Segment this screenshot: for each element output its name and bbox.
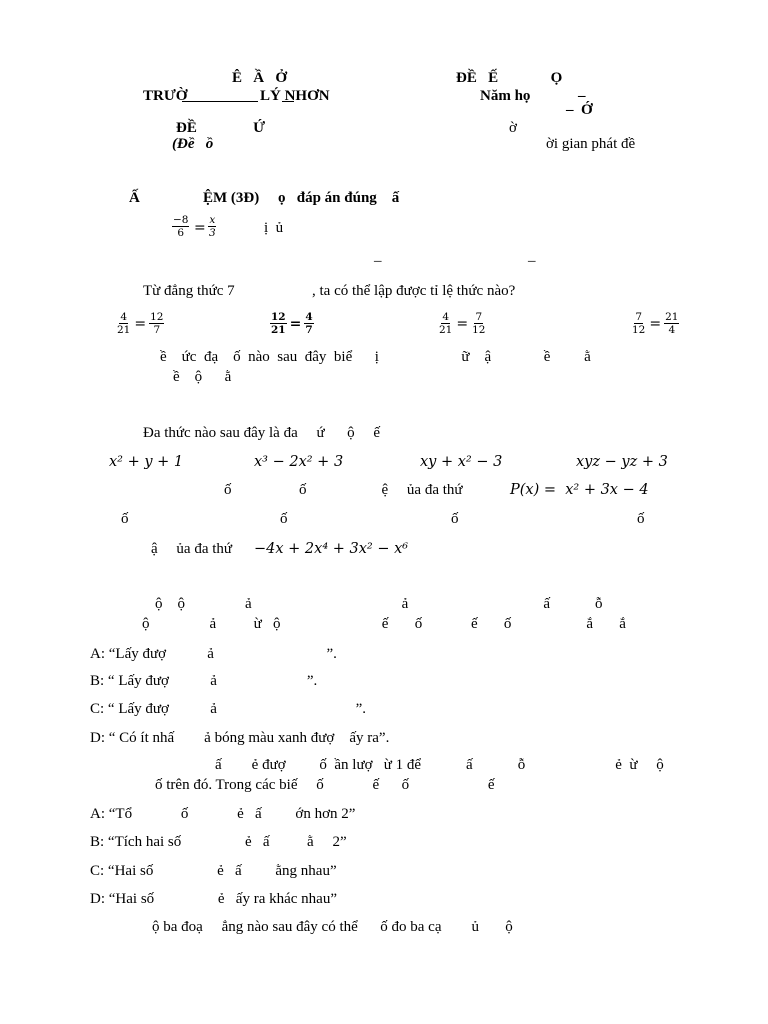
equals-sign: = — [289, 315, 302, 332]
fraction-denominator: 7 — [153, 324, 161, 336]
q5-option-c: ố — [451, 511, 459, 527]
q1-text: ị ủ — [264, 220, 284, 236]
fraction-denominator: 4 — [668, 324, 676, 336]
equals-sign: = — [456, 315, 469, 332]
q2-option-a-right-fraction — [149, 311, 164, 336]
fraction-denominator: 12 — [632, 324, 646, 336]
header-school-name-a: TRƯỜ — [143, 88, 188, 104]
header-exam-title: ĐỀ Ế Ọ — [456, 70, 563, 86]
q1-fraction-left — [172, 214, 189, 239]
fraction-denominator: 21 — [117, 324, 131, 336]
q2-option-c-left-fraction — [438, 311, 453, 336]
q1-dash-1: – — [374, 253, 382, 269]
q3-line2: ề ộ ằ — [173, 369, 232, 385]
header-school-underline-2 — [282, 101, 294, 102]
q6-text: ậ ủa đa thứ — [151, 541, 233, 557]
header-dash: – — [578, 88, 586, 104]
q5-option-d: ố — [637, 511, 645, 527]
q5-option-a: ố — [121, 511, 129, 527]
q4-option-d: xyz − yz + 3 — [576, 454, 668, 470]
q4-text: Đa thức nào sau đây là đa ứ ộ ế — [143, 425, 381, 441]
q2-option-b-left-fraction — [270, 311, 287, 336]
q7-option-b: B: “ Lấy đượ ả ”. — [90, 673, 318, 689]
header-official-exam: ĐỀ Ứ — [176, 120, 266, 136]
q2-option-c-right-fraction — [471, 311, 486, 336]
q2-option-c — [438, 311, 486, 336]
header-subject: – Ớ — [566, 102, 593, 118]
q2-text-a: Từ đẳng thức 7 — [143, 283, 235, 299]
q1-dash-2: – — [528, 253, 536, 269]
q7-option-d: D: “ Có ít nhấ ả bóng màu xanh đượ ấy ra”. — [90, 730, 390, 746]
q5-text: ố ố ệ ủa đa thứ — [224, 482, 463, 498]
q8-option-a: A: “Tổ ố ẻ ấ ớn hơn 2” — [90, 806, 356, 822]
fraction-numerator: 7 — [475, 311, 483, 323]
q2-option-a — [116, 311, 164, 336]
q7-option-a: A: “Lấy đượ ả ”. — [90, 646, 337, 662]
q1-frac2-den: 3 — [209, 227, 216, 239]
equals-sign: = — [649, 315, 662, 332]
header-school-year: Năm họ — [480, 88, 531, 104]
section-title-b: ỆM (3Đ) ọ đáp án đúng ấ — [203, 190, 400, 206]
fraction-denominator: 12 — [472, 324, 486, 336]
section-title-a: Ấ — [129, 190, 140, 206]
q2-option-d — [631, 311, 679, 336]
q7-line1: ộ ộ ả ả ấ ỗ — [155, 596, 603, 612]
fraction-numerator: 12 — [150, 311, 164, 323]
q8-line1: ấ ẻ đượ ố ần lượ ừ 1 để ấ ỗ ẻ ừ ộ — [215, 757, 664, 773]
q4-option-a: x² + y + 1 — [109, 454, 184, 470]
q3-line1: ề ức đạ ố nào sau đây biể ị ữ ậ ề ằ — [160, 349, 591, 365]
q1-frac2-num: x — [209, 214, 216, 226]
q4-option-c: xy + x² − 3 — [420, 454, 503, 470]
fraction-numerator: 21 — [665, 311, 679, 323]
q2-option-d-right-fraction — [664, 311, 679, 336]
q2-option-a-left-fraction — [116, 311, 131, 336]
q8-option-b: B: “Tích hai số ẻ ấ ằ 2” — [90, 834, 347, 850]
header-school-line1: Ê Ầ Ở — [232, 70, 288, 86]
q7-option-c: C: “ Lấy đượ ả ”. — [90, 701, 367, 717]
header-school-name-b: LÝ NHƠN — [260, 88, 330, 104]
equals-sign: = — [134, 315, 147, 332]
header-pages-note: (Đề ồ — [172, 136, 214, 152]
q2-option-b-right-fraction — [304, 311, 313, 336]
header-time-note: ời gian phát đề — [546, 136, 636, 152]
q8-option-d: D: “Hai số ẻ ấy ra khác nhau” — [90, 891, 338, 907]
q9-text: ộ ba đoạ ẳng nào sau đây có thể ố đo ba cạ ủ ộ — [152, 919, 513, 935]
q5-option-b: ố — [280, 511, 288, 527]
q1-fraction-right — [208, 214, 217, 239]
q8-line2: ố trên đó. Trong các biế ố ế ố ế — [155, 777, 495, 793]
q2-text-b: , ta có thể lập được tỉ lệ thức nào? — [312, 283, 516, 299]
fraction-numerator: 4 — [305, 311, 313, 323]
q1-equals: = — [194, 220, 206, 236]
header-duration: ờ — [509, 120, 517, 136]
q4-option-b: x³ − 2x² + 3 — [254, 454, 344, 470]
header-school-underline — [182, 101, 258, 102]
fraction-denominator: 21 — [439, 324, 453, 336]
fraction-denominator: 7 — [305, 324, 313, 336]
q7-line2: ộ ả ừ ộ ế ố ế ố ắ ắ — [142, 616, 626, 632]
q2-option-b — [270, 311, 314, 336]
fraction-numerator: 12 — [271, 311, 286, 323]
q5-polynomial: P(x) = x² + 3x − 4 — [510, 482, 649, 498]
q6-polynomial: −4x + 2x⁴ + 3x² − x⁶ — [254, 541, 409, 557]
fraction-numerator: 4 — [442, 311, 450, 323]
q2-option-d-left-fraction — [631, 311, 646, 336]
q1-frac1-den: 6 — [177, 227, 185, 239]
q8-option-c: C: “Hai số ẻ ấ ằng nhau” — [90, 863, 337, 879]
fraction-numerator: 7 — [635, 311, 643, 323]
q1-frac1-num: −8 — [173, 214, 189, 226]
fraction-numerator: 4 — [120, 311, 128, 323]
fraction-denominator: 21 — [271, 324, 286, 336]
